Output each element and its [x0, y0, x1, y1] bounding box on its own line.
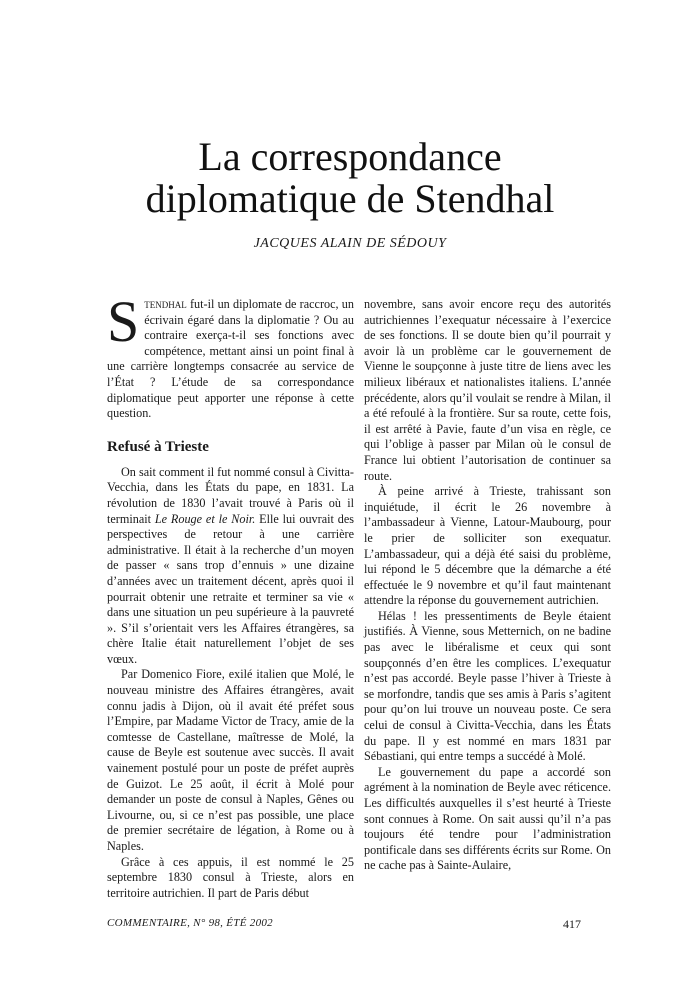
- article-author: JACQUES ALAIN DE SÉDOUY: [253, 236, 447, 251]
- paragraph: novembre, sans avoir encore reçu des autorités autrichiennes l’exequatur nécessaire à l’exercice de ses fonctions. Il se doute bien qu’il pourrait y avoir là un problème car le gouvernement de Vienne le soupçonne à juste titre de liens avec les milieux libéraux et nationalistes italiens. L’année précédente, alors qu’il voulait se rendre à Milan, il a été refoulé à la frontière. Sur sa route, cette fois, il est arrêté à Pavie, faute d’un visa en règle, ce qui l’oblige à passer par Milan où le consul de France lui obtient l’autorisation de continuer sa route.: [364, 297, 611, 483]
- page-number: 417: [563, 917, 581, 931]
- right-column: [364, 297, 611, 874]
- drop-cap: S: [107, 289, 140, 354]
- paragraph: Hélas ! les pressentiments de Beyle étaient justifiés. À Vienne, sous Metternich, on ne badine pas avec le libéralisme et ceux qui sont soupçonnés d’en être les complices. L’exequatur n’est pas accordé. Beyle passe l’hiver à Trieste à se morfondre, tandis que ses amis à Paris s’agitent pour qu’on lui trouve un nouveau poste. Ce sera celui de consul à Civitta-Vecchia, dans les États du pape. Il y est nommé en mars 1831 par Sébastiani, qui entre temps a succédé à Molé.: [364, 608, 611, 764]
- paragraph-text: On sait comment il fut nommé consul à Civitta-Vecchia, dans les États du pape, en 1831. La révolution de 1830 l’avait trouvé à Paris où il terminait: [107, 464, 354, 526]
- lead-smallcaps: tendhal: [144, 297, 187, 311]
- intro-text: fut-il un diplomate de raccroc, un écrivain égaré dans la diplomatie ? Ou au contraire exerça-t-il ses fonctions avec compétence, mettant ainsi un point final à une carrière longtemps consacrée au service de l’État ? L’étude de sa correspondance diplomatique peut apporter une réponse à cette question.: [107, 297, 354, 421]
- left-column: [107, 289, 354, 901]
- paragraph: Grâce à ces appuis, il est nommé le 25 septembre 1830 consul à Trieste, alors en territoire autrichien. Il part de Paris début: [107, 854, 354, 900]
- title-line-2: diplomatique de Stendhal: [145, 176, 555, 221]
- paragraph: À peine arrivé à Trieste, trahissant son inquiétude, il écrit le 26 novembre à l’ambassadeur à Vienne, Latour-Maubourg, pour le prier de solliciter son exequatur. L’ambassadeur, qui a déjà été saisi du problème, lui répond le 5 décembre que la démarche a été effectuée le 9 novembre et qu’il faut maintenant attendre la réponse du gouvernement autrichien.: [364, 484, 611, 608]
- article-title: [60, 136, 640, 220]
- paragraph: [107, 465, 354, 668]
- title-line-1: La correspondance: [198, 134, 502, 179]
- paragraph: Par Domenico Fiore, exilé italien que Molé, le nouveau ministre des Affaires étrangères, avait connu jadis à Dijon, où il avait été préfet sous l’Empire, par Madame Victor de Tracy, amie de la comtesse de Castellane, maîtresse de Molé, la cause de Beyle est soutenue avec succès. Il avait vainement postulé pour un poste de préfet auprès de Guizot. Le 25 août, il écrit à Molé pour demander un poste de consul à Naples, Gênes ou Livourne, ou, si ce n’est pas possible, une place de premier secrétaire de légation, à Rome ou à Naples.: [107, 667, 354, 853]
- book-title: Le Rouge et le Noir.: [154, 511, 256, 526]
- paragraph-text: Elle lui ouvrait des perspectives de retour à une carrière administrative. Il était à la recherche d’un moyen de passer « sans trop d’ennuis » une dizaine d’années avec un traitement décent, après quoi il pourrait obtenir une retraite et terminer sa vie « dans une situation un peu supérieure à la pauvreté ». S’il s’orientait vers les Affaires étrangères, sa chère Italie était naturellement l’objet de ses vœux.: [107, 511, 354, 666]
- journal-footer: COMMENTAIRE, N° 98, ÉTÉ 2002: [107, 917, 273, 929]
- intro-paragraph: [107, 289, 354, 422]
- section-heading: Refusé à Trieste: [107, 438, 209, 455]
- paragraph: Le gouvernement du pape a accordé son agrément à la nomination de Beyle avec réticence. Les difficultés auxquelles il s’est heurté à Trieste sont connues à Rome. On sait aussi qu’il n’a pas toujours été tendre pour l’administration pontificale dans ses différents écrits sur Rome. On ne cache pas à Sainte-Aulaire,: [364, 764, 611, 873]
